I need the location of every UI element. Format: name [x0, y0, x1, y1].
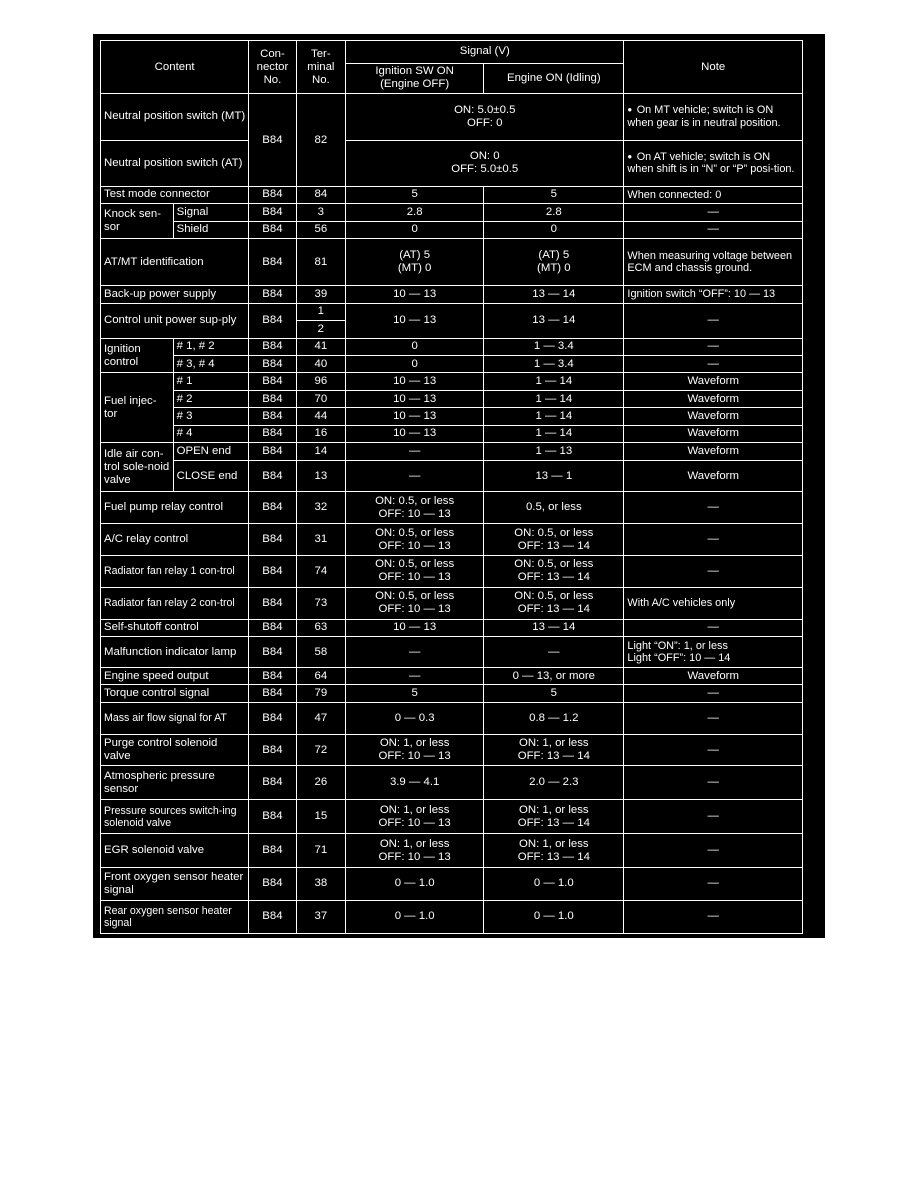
- ignition-a-sub: # 1, # 2: [173, 338, 249, 355]
- rad-fan1-content: Radiator fan relay 1 con-trol: [101, 556, 249, 588]
- knock-shield-sub: Shield: [173, 221, 249, 238]
- ctrl-power-connector: B84: [249, 303, 296, 338]
- idle-air-content: Idle air con-trol sole-noid valve: [101, 443, 174, 492]
- injector-2-eng: 1 — 14: [484, 390, 624, 407]
- pressure-src-eng: ON: 1, or less OFF: 13 — 14: [484, 800, 624, 834]
- header-connector: Con- nector No.: [249, 41, 296, 94]
- mil-ign: —: [346, 637, 484, 668]
- injector-2-connector: B84: [249, 390, 296, 407]
- injector-4-ign: 10 — 13: [346, 425, 484, 442]
- torque-eng: 5: [484, 685, 624, 702]
- mil-content: Malfunction indicator lamp: [101, 637, 249, 668]
- front-o2-connector: B84: [249, 867, 296, 900]
- atmt-terminal: 81: [296, 239, 345, 286]
- knock-signal-sub: Signal: [173, 204, 249, 221]
- idle-air-close-ign: —: [346, 460, 484, 492]
- rear-o2-connector: B84: [249, 900, 296, 933]
- ignition-a-note: —: [624, 338, 803, 355]
- neutral-connector: B84: [249, 94, 296, 186]
- self-shutoff-note: —: [624, 619, 803, 636]
- test-mode-terminal: 84: [296, 186, 345, 203]
- purge-ign: ON: 1, or less OFF: 10 — 13: [346, 734, 484, 766]
- egr-note: —: [624, 834, 803, 868]
- ignition-b-connector: B84: [249, 356, 296, 373]
- injector-2-ign: 10 — 13: [346, 390, 484, 407]
- rad-fan1-terminal: 74: [296, 556, 345, 588]
- knock-signal-ign: 2.8: [346, 204, 484, 221]
- rad-fan2-ign: ON: 0.5, or less OFF: 10 — 13: [346, 587, 484, 619]
- injector-2-note: Waveform: [624, 390, 803, 407]
- maf-connector: B84: [249, 702, 296, 734]
- idle-air-open-sub: OPEN end: [173, 443, 249, 460]
- atmt-eng: (AT) 5 (MT) 0: [484, 239, 624, 286]
- self-shutoff-content: Self-shutoff control: [101, 619, 249, 636]
- fuel-pump-terminal: 32: [296, 492, 345, 524]
- backup-ign: 10 — 13: [346, 286, 484, 303]
- atmt-connector: B84: [249, 239, 296, 286]
- header-note: Note: [624, 41, 803, 94]
- front-o2-terminal: 38: [296, 867, 345, 900]
- ignition-b-eng: 1 — 3.4: [484, 356, 624, 373]
- backup-note: Ignition switch “OFF”: 10 — 13: [624, 286, 803, 303]
- rad-fan2-content: Radiator fan relay 2 con-trol: [101, 587, 249, 619]
- ignition-a-connector: B84: [249, 338, 296, 355]
- eng-speed-terminal: 64: [296, 667, 345, 684]
- knock-signal-note: —: [624, 204, 803, 221]
- ignition-b-terminal: 40: [296, 356, 345, 373]
- rad-fan2-connector: B84: [249, 587, 296, 619]
- torque-ign: 5: [346, 685, 484, 702]
- knock-shield-ign: 0: [346, 221, 484, 238]
- ac-relay-ign: ON: 0.5, or less OFF: 10 — 13: [346, 524, 484, 556]
- egr-eng: ON: 1, or less OFF: 13 — 14: [484, 834, 624, 868]
- idle-air-close-terminal: 13: [296, 460, 345, 492]
- rad-fan2-terminal: 73: [296, 587, 345, 619]
- ctrl-power-ign: 10 — 13: [346, 303, 484, 338]
- test-mode-eng: 5: [484, 186, 624, 203]
- ignition-content: Ignition control: [101, 338, 174, 373]
- injector-1-ign: 10 — 13: [346, 373, 484, 390]
- eng-speed-ign: —: [346, 667, 484, 684]
- atm-content: Atmospheric pressure sensor: [101, 766, 249, 800]
- maf-ign: 0 — 0.3: [346, 702, 484, 734]
- ac-relay-content: A/C relay control: [101, 524, 249, 556]
- atmt-content: AT/MT identification: [101, 239, 249, 286]
- backup-terminal: 39: [296, 286, 345, 303]
- ignition-b-ign: 0: [346, 356, 484, 373]
- front-o2-eng: 0 — 1.0: [484, 867, 624, 900]
- rad-fan2-eng: ON: 0.5, or less OFF: 13 — 14: [484, 587, 624, 619]
- self-shutoff-terminal: 63: [296, 619, 345, 636]
- fuel-pump-ign: ON: 0.5, or less OFF: 10 — 13: [346, 492, 484, 524]
- self-shutoff-connector: B84: [249, 619, 296, 636]
- egr-ign: ON: 1, or less OFF: 10 — 13: [346, 834, 484, 868]
- neutral-mt-note: ● On MT vehicle; switch is ON when gear is in neutral position.: [624, 94, 803, 140]
- fuel-pump-content: Fuel pump relay control: [101, 492, 249, 524]
- purge-content: Purge control solenoid valve: [101, 734, 249, 766]
- atm-connector: B84: [249, 766, 296, 800]
- ignition-a-eng: 1 — 3.4: [484, 338, 624, 355]
- neutral-terminal: 82: [296, 94, 345, 186]
- maf-terminal: 47: [296, 702, 345, 734]
- purge-note: —: [624, 734, 803, 766]
- eng-speed-eng: 0 — 13, or more: [484, 667, 624, 684]
- mil-eng: —: [484, 637, 624, 668]
- rad-fan1-ign: ON: 0.5, or less OFF: 10 — 13: [346, 556, 484, 588]
- injector-4-eng: 1 — 14: [484, 425, 624, 442]
- knock-signal-connector: B84: [249, 204, 296, 221]
- neutral-at-note: ● On AT vehicle; switch is ON when shift is in “N” or “P” posi-tion.: [624, 140, 803, 186]
- neutral-at-content: Neutral position switch (AT): [101, 140, 249, 186]
- knock-content: Knock sen-sor: [101, 204, 174, 239]
- injector-3-eng: 1 — 14: [484, 408, 624, 425]
- self-shutoff-ign: 10 — 13: [346, 619, 484, 636]
- header-eng-on: Engine ON (Idling): [484, 63, 624, 94]
- front-o2-note: —: [624, 867, 803, 900]
- pressure-src-note: —: [624, 800, 803, 834]
- purge-eng: ON: 1, or less OFF: 13 — 14: [484, 734, 624, 766]
- knock-signal-eng: 2.8: [484, 204, 624, 221]
- torque-terminal: 79: [296, 685, 345, 702]
- test-mode-note: When connected: 0: [624, 186, 803, 203]
- maf-note: —: [624, 702, 803, 734]
- torque-content: Torque control signal: [101, 685, 249, 702]
- ctrl-power-content: Control unit power sup-ply: [101, 303, 249, 338]
- injector-1-sub: # 1: [173, 373, 249, 390]
- rad-fan1-note: —: [624, 556, 803, 588]
- idle-air-open-connector: B84: [249, 443, 296, 460]
- test-mode-connector: B84: [249, 186, 296, 203]
- injector-4-connector: B84: [249, 425, 296, 442]
- backup-connector: B84: [249, 286, 296, 303]
- ecm-terminal-table: [100, 40, 803, 934]
- knock-shield-terminal: 56: [296, 221, 345, 238]
- idle-air-close-eng: 13 — 1: [484, 460, 624, 492]
- purge-terminal: 72: [296, 734, 345, 766]
- ac-relay-eng: ON: 0.5, or less OFF: 13 — 14: [484, 524, 624, 556]
- rear-o2-eng: 0 — 1.0: [484, 900, 624, 933]
- purge-connector: B84: [249, 734, 296, 766]
- eng-speed-connector: B84: [249, 667, 296, 684]
- idle-air-open-ign: —: [346, 443, 484, 460]
- knock-shield-connector: B84: [249, 221, 296, 238]
- idle-air-open-note: Waveform: [624, 443, 803, 460]
- header-ign-on: Ignition SW ON (Engine OFF): [346, 63, 484, 94]
- test-mode-ign: 5: [346, 186, 484, 203]
- torque-connector: B84: [249, 685, 296, 702]
- maf-content: Mass air flow signal for AT: [101, 702, 249, 734]
- fuel-pump-note: —: [624, 492, 803, 524]
- injector-2-terminal: 70: [296, 390, 345, 407]
- test-mode-content: Test mode connector: [101, 186, 249, 203]
- pressure-src-content: Pressure sources switch-ing solenoid valve: [101, 800, 249, 834]
- injector-1-eng: 1 — 14: [484, 373, 624, 390]
- ignition-b-note: —: [624, 356, 803, 373]
- ac-relay-terminal: 31: [296, 524, 345, 556]
- neutral-at-signal: ON: 0 OFF: 5.0±0.5: [346, 140, 624, 186]
- injector-3-sub: # 3: [173, 408, 249, 425]
- injector-3-connector: B84: [249, 408, 296, 425]
- self-shutoff-eng: 13 — 14: [484, 619, 624, 636]
- eng-speed-note: Waveform: [624, 667, 803, 684]
- ctrl-power-note: —: [624, 303, 803, 338]
- header-content: Content: [101, 41, 249, 94]
- header-signal: Signal (V): [346, 41, 624, 64]
- neutral-mt-content: Neutral position switch (MT): [101, 94, 249, 140]
- ignition-a-ign: 0: [346, 338, 484, 355]
- maf-eng: 0.8 — 1.2: [484, 702, 624, 734]
- injector-content: Fuel injec-tor: [101, 373, 174, 443]
- mil-note: Light “ON”: 1, or less Light “OFF”: 10 — 14: [624, 637, 803, 668]
- egr-terminal: 71: [296, 834, 345, 868]
- injector-1-terminal: 96: [296, 373, 345, 390]
- ignition-b-sub: # 3, # 4: [173, 356, 249, 373]
- rad-fan2-note: With A/C vehicles only: [624, 587, 803, 619]
- knock-shield-note: —: [624, 221, 803, 238]
- rad-fan1-eng: ON: 0.5, or less OFF: 13 — 14: [484, 556, 624, 588]
- rad-fan1-connector: B84: [249, 556, 296, 588]
- rear-o2-note: —: [624, 900, 803, 933]
- ctrl-power-terminal-1: 1: [296, 303, 345, 320]
- injector-1-connector: B84: [249, 373, 296, 390]
- idle-air-close-connector: B84: [249, 460, 296, 492]
- atmt-note: When measuring voltage between ECM and chassis ground.: [624, 239, 803, 286]
- ac-relay-connector: B84: [249, 524, 296, 556]
- knock-signal-terminal: 3: [296, 204, 345, 221]
- atm-terminal: 26: [296, 766, 345, 800]
- atm-ign: 3.9 — 4.1: [346, 766, 484, 800]
- injector-4-note: Waveform: [624, 425, 803, 442]
- ctrl-power-eng: 13 — 14: [484, 303, 624, 338]
- ac-relay-note: —: [624, 524, 803, 556]
- neutral-mt-signal: ON: 5.0±0.5 OFF: 0: [346, 94, 624, 140]
- idle-air-open-eng: 1 — 13: [484, 443, 624, 460]
- knock-shield-eng: 0: [484, 221, 624, 238]
- rear-o2-ign: 0 — 1.0: [346, 900, 484, 933]
- pressure-src-connector: B84: [249, 800, 296, 834]
- rear-o2-content: Rear oxygen sensor heater signal: [101, 900, 249, 933]
- front-o2-ign: 0 — 1.0: [346, 867, 484, 900]
- atmt-ign: (AT) 5 (MT) 0: [346, 239, 484, 286]
- injector-4-sub: # 4: [173, 425, 249, 442]
- eng-speed-content: Engine speed output: [101, 667, 249, 684]
- atm-eng: 2.0 — 2.3: [484, 766, 624, 800]
- injector-1-note: Waveform: [624, 373, 803, 390]
- fuel-pump-connector: B84: [249, 492, 296, 524]
- fuel-pump-eng: 0.5, or less: [484, 492, 624, 524]
- pressure-src-terminal: 15: [296, 800, 345, 834]
- header-terminal: Ter- minal No.: [296, 41, 345, 94]
- terminal-table-sheet: [93, 34, 825, 938]
- backup-content: Back-up power supply: [101, 286, 249, 303]
- injector-2-sub: # 2: [173, 390, 249, 407]
- mil-terminal: 58: [296, 637, 345, 668]
- mil-connector: B84: [249, 637, 296, 668]
- ignition-a-terminal: 41: [296, 338, 345, 355]
- idle-air-close-sub: CLOSE end: [173, 460, 249, 492]
- egr-connector: B84: [249, 834, 296, 868]
- ctrl-power-terminal-2: 2: [296, 321, 345, 338]
- egr-content: EGR solenoid valve: [101, 834, 249, 868]
- atm-note: —: [624, 766, 803, 800]
- torque-note: —: [624, 685, 803, 702]
- injector-3-terminal: 44: [296, 408, 345, 425]
- idle-air-close-note: Waveform: [624, 460, 803, 492]
- idle-air-open-terminal: 14: [296, 443, 345, 460]
- injector-3-note: Waveform: [624, 408, 803, 425]
- injector-3-ign: 10 — 13: [346, 408, 484, 425]
- backup-eng: 13 — 14: [484, 286, 624, 303]
- rear-o2-terminal: 37: [296, 900, 345, 933]
- injector-4-terminal: 16: [296, 425, 345, 442]
- front-o2-content: Front oxygen sensor heater signal: [101, 867, 249, 900]
- pressure-src-ign: ON: 1, or less OFF: 10 — 13: [346, 800, 484, 834]
